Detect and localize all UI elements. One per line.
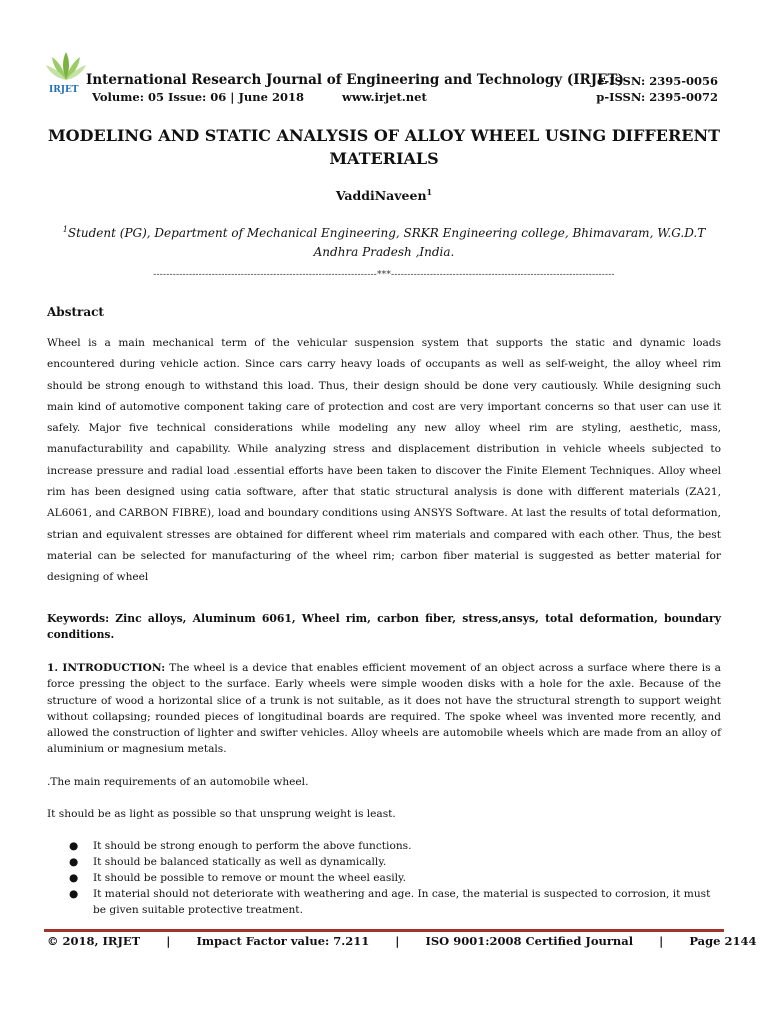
paper-title: MODELING AND STATIC ANALYSIS OF ALLOY WHEEL USING DIFFERENT MATERIALS: [47, 126, 721, 168]
bullet-icon: ●: [69, 840, 79, 852]
footer-separator: |: [395, 934, 400, 948]
list-item-text: It should be balanced statically as well as dynamically.: [93, 856, 387, 868]
introduction-heading: 1. INTRODUCTION:: [47, 662, 166, 674]
paper-author: [0, 187, 768, 203]
affiliation-superscript: 1: [62, 225, 68, 234]
author-name: VaddiNaveen: [335, 188, 427, 204]
footer-separator: |: [166, 934, 171, 948]
footer-copyright: © 2018, IRJET: [47, 934, 141, 948]
introduction-text: The wheel is a device that enables efficient movement of an object across a surface where there is a force pressing the object to the surface. Early wheels were simple wooden disks with a hole for the axle. Because of the structure of wood a horizontal slice of a trunk is not suitable, as it does not have the structural strength to support weight without collapsing; rounded pieces of longitudinal boards are required. The spoke wheel was invented more recently, and allowed the construction of lighter and swifter vehicles. Alloy wheels are automobile wheels which are made from an alloy of aluminium or magnesium metals.: [47, 662, 721, 756]
list-item-text: It material should not deteriorate with weathering and age. In case, the material is suspected to corrosion, it must be given suitable protective treatment.: [93, 888, 711, 916]
page-footer: [47, 934, 757, 948]
abstract-text: Wheel is a main mechanical term of the vehicular suspension system that supports the static and dynamic loads encountered during vehicle action. Since cars carry heavy loads of occupants as well as self-weight, the alloy wheel rim should be strong enough to withstand this load. Thus, their design should be done very cautiously. While designing such main kind of automotive component taking care of protection and cost are very important concerns so that user can use it safely. Major five technical considerations while modeling any new alloy wheel rim are styling, aesthetic, mass, manufacturability and capability. While analyzing stress and displacement distribution in vehicle wheels subjected to increase pressure and radial load .essential efforts have been taken to discover the Finite Element Techniques. Alloy wheel rim has been designed using catia software, after that static structural analysis is done with different materials (ZA21, AL6061, and CARBON FIBRE), load and boundary conditions using ANSYS Software. At last the results of total deformation, strian and equivalent stresses are obtained for different wheel rim materials and compared with each other. Thus, the best material can be selected for manufacturing of the wheel rim; carbon fiber material is suggested as better material for designing of wheel: [47, 337, 721, 584]
list-item-text: It should be strong enough to perform the above functions.: [93, 840, 412, 852]
abstract-heading: Abstract: [47, 305, 104, 319]
list-item: [47, 886, 721, 918]
list-item: [47, 854, 721, 870]
volume-info: Volume: 05 Issue: 06 | June 2018: [92, 90, 304, 104]
keywords: Keywords: Zinc alloys, Aluminum 6061, Wheel rim, carbon fiber, stress,ansys, total deformation, boundary conditions.: [47, 612, 721, 641]
bullet-icon: ●: [69, 872, 79, 884]
bullet-icon: ●: [69, 888, 79, 900]
irjet-logo: [44, 50, 88, 96]
bullet-icon: ●: [69, 856, 79, 868]
author-superscript: 1: [426, 187, 433, 197]
irjet-logo-icon: [44, 50, 88, 96]
section-divider: [54, 270, 714, 280]
divider-right: ---------------------------------------------------------------------: [391, 270, 615, 280]
introduction-paragraph: [47, 660, 721, 758]
light-weight-line: It should be as light as possible so that unsprung weight is least.: [47, 808, 396, 820]
requirements-line: .The main requirements of an automobile wheel.: [47, 776, 309, 788]
journal-website[interactable]: www.irjet.net: [342, 90, 427, 104]
footer-rule: [44, 929, 724, 932]
affiliation-text: Student (PG), Department of Mechanical Engineering, SRKR Engineering college, Bhimavaram, W.G.D.T Andhra Pradesh ,India.: [67, 226, 706, 259]
p-issn: p-ISSN: 2395-0072: [596, 90, 718, 104]
e-issn: e-ISSN: 2395-0056: [597, 74, 718, 88]
list-item-text: It should be possible to remove or mount the wheel easily.: [93, 872, 406, 884]
footer-page-number: Page 2144: [689, 934, 757, 948]
footer-separator: |: [659, 934, 664, 948]
requirements-list: [47, 838, 721, 918]
list-item: [47, 838, 721, 854]
journal-title: International Research Journal of Engineering and Technology (IRJET): [86, 72, 624, 88]
divider-mark: ***: [376, 270, 392, 280]
divider-left: ---------------------------------------------------------------------: [153, 270, 377, 280]
author-affiliation: [40, 220, 728, 262]
footer-impact-factor: Impact Factor value: 7.211: [196, 934, 370, 948]
footer-iso: ISO 9001:2008 Certified Journal: [425, 934, 634, 948]
irjet-logo-text: IRJET: [49, 85, 79, 95]
list-item: [47, 870, 721, 886]
